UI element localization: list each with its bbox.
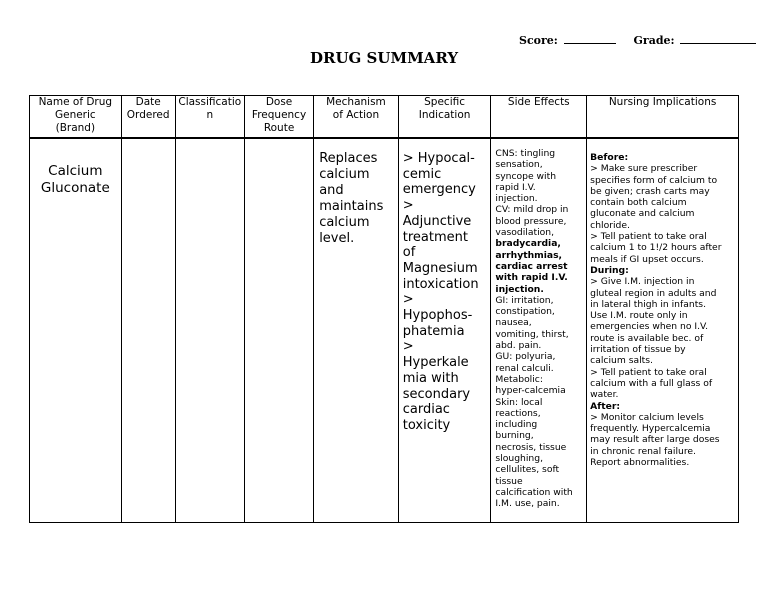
col-classification: [175, 96, 244, 139]
column-header-text: Route: [263, 122, 295, 134]
cell-text-line: with rapid I.V.: [495, 272, 568, 284]
grade-label: Grade:: [633, 34, 675, 47]
cell-text-line: cemic: [402, 166, 442, 182]
column-header-text: Date: [135, 96, 161, 108]
column-header-text: Frequency: [251, 109, 307, 121]
cell-drug-name: [30, 138, 122, 523]
cell-text-line: meals if GI upset occurs.: [590, 253, 704, 265]
cell-text-line: sloughing,: [495, 453, 543, 465]
cell-text-line: Replaces: [319, 151, 378, 166]
cell-text-line: mia with: [402, 370, 459, 386]
cell-text-line: calcium salts.: [590, 355, 653, 367]
cell-text-line: be given; crash carts may: [590, 185, 710, 197]
score-grade-line: [519, 34, 756, 47]
cell-text-line: in lateral thigh in infants.: [590, 298, 707, 310]
cell-text-line: including: [495, 419, 538, 431]
cell-text-line: emergencies when no I.V.: [590, 321, 709, 333]
cell-text-line: calcium with a full glass of: [590, 377, 713, 389]
column-header-text: of Action: [332, 109, 380, 121]
cell-text-line: Metabolic:: [495, 373, 543, 385]
column-header-text: Ordered: [126, 109, 170, 121]
cell-text-line: reactions,: [495, 407, 541, 419]
cell-text-line: Before:: [590, 152, 629, 163]
cell-text-line: gluteal region in adults and: [590, 287, 717, 299]
cell-text-line: cellulites, soft: [495, 464, 560, 476]
cell-text-line: vasodilation,: [495, 227, 554, 239]
cell-text-line: of: [402, 245, 416, 261]
cell-text-line: Magnesium: [402, 260, 478, 276]
cell-text-line: injection.: [495, 283, 544, 295]
cell-text-line: injection.: [495, 193, 538, 205]
cell-text-line: treatment: [402, 229, 468, 245]
cell-text-line: > Hypocal-: [402, 151, 475, 166]
cell-text-line: arrhythmias,: [495, 249, 563, 261]
cell-text-line: tissue: [495, 475, 523, 487]
cell-indication: [398, 138, 491, 523]
cell-text-line: Adjunctive: [402, 213, 472, 229]
score-blank[interactable]: [564, 43, 616, 44]
cell-text-line: water.: [590, 389, 619, 401]
cell-text-line: > Give I.M. injection in: [590, 276, 695, 288]
col-name: [30, 96, 122, 139]
cell-text-line: hyper-calcemia: [495, 385, 566, 397]
cell-text-line: burning,: [495, 430, 534, 442]
cell-text-line: abd. pain.: [495, 340, 542, 352]
column-header-text: Indication: [418, 109, 471, 121]
cell-text-line: I.M. use, pain.: [495, 498, 560, 510]
cell-nursing-implications: [587, 138, 739, 523]
cell-text-line: maintains: [319, 199, 384, 214]
cell-text-line: and: [319, 183, 344, 198]
cell-text-line: nausea,: [495, 317, 532, 329]
cell-text-line: toxicity: [402, 417, 451, 433]
cell-text-line: >: [402, 339, 414, 355]
cell-text-line: CV: mild drop in: [495, 204, 569, 216]
column-header-text: Dose: [265, 96, 293, 108]
cell-text-line: During:: [590, 264, 629, 276]
col-side-effects: [491, 96, 587, 139]
cell-text-line: irritation of tissue by: [590, 344, 686, 356]
cell-text-line: > Tell patient to take oral: [590, 366, 707, 378]
cell-text-line: After:: [590, 400, 621, 412]
cell-mechanism: [314, 138, 399, 523]
cell-text-line: >: [402, 292, 414, 308]
cell-text-line: constipation,: [495, 306, 555, 318]
cell-text-line: Calcium: [48, 163, 103, 179]
cell-text-line: GI: irritation,: [495, 294, 554, 306]
cell-text-line: necrosis, tissue: [495, 441, 567, 453]
cell-text-line: calcium 1 to 1!/2 hours after: [590, 242, 722, 254]
cell-text-line: bradycardia,: [495, 238, 561, 250]
cell-text-line: route is available bec. of: [590, 332, 704, 344]
column-header-text: n: [206, 109, 214, 121]
cell-text-line: Hypophos-: [402, 308, 473, 324]
cell-text-line: blood pressure,: [495, 215, 567, 227]
column-header-text: Mechanism: [326, 96, 386, 108]
cell-text-line: in chronic renal failure.: [590, 445, 696, 457]
cell-classification[interactable]: [175, 138, 244, 523]
cell-text-line: may result after large doses: [590, 434, 720, 446]
col-date-ordered: [121, 96, 175, 139]
cell-text-line: Use I.M. route only in: [590, 310, 688, 322]
cell-text-line: sensation,: [495, 159, 543, 171]
column-header-text: Specific: [424, 96, 466, 108]
cell-dose[interactable]: [244, 138, 313, 523]
column-header-text: Nursing Implications: [608, 96, 717, 108]
cell-text-line: level.: [319, 231, 355, 246]
cell-text-line: syncope with: [495, 170, 557, 182]
col-nursing-implications: [587, 96, 739, 139]
cell-text-line: CNS: tingling: [495, 148, 556, 159]
cell-text-line: >: [402, 198, 414, 214]
cell-text-line: phatemia: [402, 323, 465, 339]
cell-text-line: Hyperkale: [402, 355, 469, 371]
column-header-text: (Brand): [55, 122, 96, 134]
cell-text-line: calcification with: [495, 486, 573, 498]
column-header-text: Name of Drug: [38, 96, 113, 108]
header-row: [30, 96, 739, 139]
cell-text-line: contain both calcium: [590, 197, 687, 209]
cell-text-line: > Make sure prescriber: [590, 163, 698, 175]
grade-blank[interactable]: [680, 43, 756, 44]
cell-text-line: calcium: [319, 215, 370, 230]
cell-text-line: chloride.: [590, 219, 630, 231]
page-title: DRUG SUMMARY: [309, 49, 459, 67]
cell-text-line: frequently. Hypercalcemia: [590, 423, 711, 435]
cell-text-line: cardiac arrest: [495, 260, 568, 272]
column-header-text: Generic: [54, 109, 96, 121]
cell-text-line: renal calculi.: [495, 362, 554, 374]
cell-text-line: Gluconate: [40, 180, 110, 196]
cell-text-line: specifies form of calcium to: [590, 174, 718, 186]
col-indication: [398, 96, 491, 139]
cell-text-line: calcium: [319, 167, 370, 182]
cell-text-line: gluconate and calcium: [590, 208, 695, 220]
drug-summary-table: [29, 95, 739, 523]
cell-text-line: cardiac: [402, 402, 450, 418]
cell-text-line: > Monitor calcium levels: [590, 411, 704, 423]
cell-side-effects: [491, 138, 587, 523]
score-label: Score:: [519, 34, 558, 47]
cell-text-line: > Tell patient to take oral: [590, 231, 707, 243]
table-row: [30, 138, 739, 523]
cell-text-line: secondary: [402, 386, 471, 402]
col-mechanism: [314, 96, 399, 139]
cell-text-line: Report abnormalities.: [590, 457, 690, 469]
cell-text-line: Skin: local: [495, 396, 543, 408]
column-header-text: Side Effects: [507, 96, 570, 108]
cell-text-line: emergency: [402, 182, 476, 198]
cell-text-line: rapid I.V.: [495, 181, 536, 193]
cell-text-line: GU: polyuria,: [495, 351, 556, 363]
cell-text-line: vomiting, thirst,: [495, 328, 569, 340]
cell-text-line: intoxication: [402, 276, 479, 292]
cell-date-ordered[interactable]: [121, 138, 175, 523]
column-header-text: Classificatio: [178, 96, 242, 108]
col-dose-frequency-route: [244, 96, 313, 139]
